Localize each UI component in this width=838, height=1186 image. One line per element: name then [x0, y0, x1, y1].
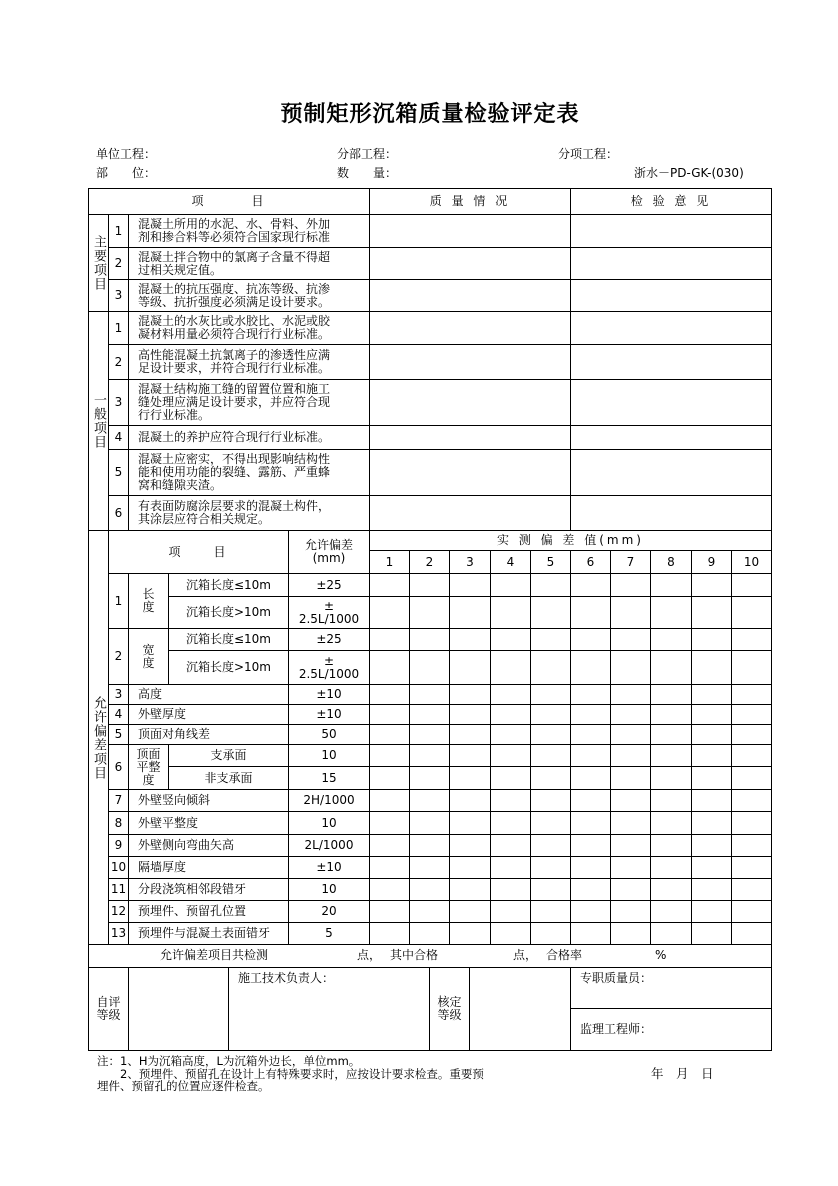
measurement-field[interactable]	[449, 811, 491, 835]
deviation-tolerance: ± 2.5L/1000	[288, 596, 370, 629]
measurement-field[interactable]	[490, 900, 531, 923]
measurement-field[interactable]	[369, 628, 410, 651]
measurement-field[interactable]	[369, 573, 410, 597]
measurement-field[interactable]	[369, 856, 410, 879]
deviation-header-item: 项 目	[108, 530, 289, 574]
deviation-item-label: 分段浇筑相邻段错牙	[128, 878, 289, 901]
note-line-2: 2、预埋件、预留孔在设计上有特殊要求时，应按设计要求检查。重要预	[97, 1067, 484, 1081]
general-item-text: 高性能混凝土抗氯离子的渗透性应满 足设计要求，并符合现行行业标准。	[128, 344, 370, 380]
deviation-item-number: 7	[108, 789, 129, 812]
general-item-text: 混凝土结构施工缝的留置位置和施工 缝处理应满足设计要求，并应符合现 行行业标准。	[128, 379, 370, 426]
main-item-text: 混凝土所用的水泥、水、骨料、外加 剂和掺合料等必须符合国家现行标准	[128, 214, 370, 248]
measurement-field[interactable]	[650, 922, 692, 945]
part-label: 部 位：	[96, 166, 157, 180]
measurement-field[interactable]	[409, 704, 450, 725]
measurement-field[interactable]	[490, 766, 531, 790]
measurement-column-number: 8	[650, 550, 692, 574]
measurement-field[interactable]	[650, 684, 692, 705]
measurement-field[interactable]	[490, 596, 531, 629]
measurement-field[interactable]	[449, 684, 491, 705]
main-item-quality-field[interactable]	[369, 279, 571, 312]
measurement-field[interactable]	[409, 789, 450, 812]
measurement-field[interactable]	[731, 596, 772, 629]
general-item-text: 混凝土的养护应符合现行行业标准。	[128, 425, 370, 450]
deviation-item-number: 13	[108, 922, 129, 945]
measurement-field[interactable]	[610, 834, 651, 857]
measurement-column-number: 4	[490, 550, 531, 574]
measurement-field[interactable]	[731, 922, 772, 945]
main-items-category: 主要项目	[88, 214, 109, 312]
deviation-item-label: 预埋件、预留孔位置	[128, 900, 289, 923]
measurement-field[interactable]	[691, 834, 732, 857]
item-project-label: 分项工程：	[558, 147, 619, 161]
measurement-field[interactable]	[369, 704, 410, 725]
measurement-field[interactable]	[731, 650, 772, 685]
measurement-field[interactable]	[731, 811, 772, 835]
measurement-field[interactable]	[610, 684, 651, 705]
deviation-item-label: 高度	[128, 684, 289, 705]
summary-points-label: 点，	[513, 948, 538, 962]
measurement-field[interactable]	[650, 856, 692, 879]
deviation-item-number: 1	[108, 573, 129, 629]
measurement-field[interactable]	[570, 596, 611, 629]
general-item-opinion-field[interactable]	[570, 449, 772, 496]
deviation-tolerance: 10	[288, 811, 370, 835]
deviation-item-number: 10	[108, 856, 129, 879]
measurement-field[interactable]	[490, 922, 531, 945]
deviation-sub-item-label: 支承面	[168, 744, 289, 767]
main-item-number: 1	[108, 214, 129, 248]
general-item-quality-field[interactable]	[369, 379, 571, 426]
measurement-field[interactable]	[490, 789, 531, 812]
measurement-field[interactable]	[449, 878, 491, 901]
measurement-field[interactable]	[691, 856, 732, 879]
general-item-opinion-field[interactable]	[570, 495, 772, 531]
measurement-field[interactable]	[731, 900, 772, 923]
deviation-item-label: 外壁平整度	[128, 811, 289, 835]
general-item-text: 混凝土应密实，不得出现影响结构性 能和使用功能的裂缝、露筋、严重蜂 窝和缝隙夹渣。	[128, 449, 370, 496]
measurement-field[interactable]	[490, 834, 531, 857]
measurement-field[interactable]	[409, 724, 450, 745]
measurement-field[interactable]	[650, 744, 692, 767]
self-grade-label: 自评 等级	[88, 967, 129, 1051]
unit-project-label: 单位工程：	[96, 147, 157, 161]
date-label: 年 月 日	[651, 1066, 714, 1081]
main-item-text: 混凝土拌合物中的氯离子含量不得超 过相关规定值。	[128, 247, 370, 280]
measurement-field[interactable]	[610, 766, 651, 790]
verify-grade-label: 核定 等级	[429, 967, 470, 1051]
measurement-field[interactable]	[691, 724, 732, 745]
measurement-field[interactable]	[449, 596, 491, 629]
measurement-field[interactable]	[650, 628, 692, 651]
quality-officer-signature-field[interactable]: 专职质量员：	[570, 967, 772, 1009]
measurement-field[interactable]	[449, 573, 491, 597]
measurement-field[interactable]	[409, 573, 450, 597]
supervisor-signature-field[interactable]: 监理工程师：	[570, 1008, 772, 1051]
deviation-item-group: 顶面 平整 度	[128, 744, 169, 790]
deviation-item-label: 预埋件与混凝土表面错牙	[128, 922, 289, 945]
measurement-field[interactable]	[369, 744, 410, 767]
deviation-item-label: 隔墙厚度	[128, 856, 289, 879]
deviation-item-number: 2	[108, 628, 129, 685]
deviation-header-tolerance: 允许偏差 (mm)	[288, 530, 370, 574]
measurement-field[interactable]	[650, 811, 692, 835]
measurement-field[interactable]	[610, 856, 651, 879]
measurement-field[interactable]	[650, 900, 692, 923]
deviation-tolerance: 10	[288, 878, 370, 901]
measurement-field[interactable]	[691, 596, 732, 629]
deviation-item-label: 顶面对角线差	[128, 724, 289, 745]
measurement-field[interactable]	[691, 650, 732, 685]
main-item-quality-field[interactable]	[369, 214, 571, 248]
general-item-number: 3	[108, 379, 129, 426]
measurement-field[interactable]	[610, 650, 651, 685]
deviation-tolerance: 20	[288, 900, 370, 923]
measurement-field[interactable]	[570, 834, 611, 857]
measurement-field[interactable]	[409, 856, 450, 879]
measurement-field[interactable]	[610, 573, 651, 597]
measurement-field[interactable]	[731, 704, 772, 725]
deviation-item-number: 12	[108, 900, 129, 923]
measurement-field[interactable]	[650, 834, 692, 857]
measurement-field[interactable]	[610, 744, 651, 767]
general-item-number: 1	[108, 311, 129, 345]
header-quality: 质 量 情 况	[369, 188, 571, 215]
measurement-field[interactable]	[369, 922, 410, 945]
deviation-tolerance: 2H/1000	[288, 789, 370, 812]
measurement-field[interactable]	[490, 573, 531, 597]
measurement-field[interactable]	[650, 878, 692, 901]
measurement-field[interactable]	[530, 878, 571, 901]
measurement-field[interactable]	[530, 856, 571, 879]
deviation-tolerance: 2L/1000	[288, 834, 370, 857]
measurement-field[interactable]	[530, 744, 571, 767]
measurement-column-number: 3	[449, 550, 491, 574]
measurement-field[interactable]	[691, 684, 732, 705]
deviation-item-number: 3	[108, 684, 129, 705]
measurement-field[interactable]	[570, 573, 611, 597]
general-item-opinion-field[interactable]	[570, 379, 772, 426]
measurement-field[interactable]	[369, 878, 410, 901]
self-grade-field[interactable]	[128, 967, 229, 1051]
summary-rate-label: 合格率	[546, 948, 583, 962]
measurement-field[interactable]	[409, 684, 450, 705]
deviation-item-number: 8	[108, 811, 129, 835]
main-item-number: 2	[108, 247, 129, 280]
measurement-field[interactable]	[570, 744, 611, 767]
measurement-field[interactable]	[449, 766, 491, 790]
measurement-field[interactable]	[650, 573, 692, 597]
measurement-column-number: 7	[610, 550, 651, 574]
measurement-field[interactable]	[449, 650, 491, 685]
deviation-tolerance: ±25	[288, 628, 370, 651]
measurement-column-number: 6	[570, 550, 611, 574]
measurement-field[interactable]	[409, 744, 450, 767]
tech-lead-signature-field[interactable]: 施工技术负责人：	[228, 967, 430, 1051]
note-line-3: 埋件、预留孔的位置应逐件检查。	[97, 1079, 270, 1093]
measurement-field[interactable]	[409, 900, 450, 923]
general-item-quality-field[interactable]	[369, 425, 571, 450]
measurement-field[interactable]	[490, 628, 531, 651]
measurement-field[interactable]	[610, 704, 651, 725]
measurement-field[interactable]	[530, 922, 571, 945]
measurement-field[interactable]	[691, 878, 732, 901]
summary-points-label: 点，	[357, 948, 382, 962]
deviation-item-number: 5	[108, 724, 129, 745]
measurement-field[interactable]	[570, 766, 611, 790]
measurement-field[interactable]	[691, 744, 732, 767]
measurement-field[interactable]	[610, 878, 651, 901]
measurement-field[interactable]	[490, 856, 531, 879]
measurement-field[interactable]	[409, 834, 450, 857]
deviation-tolerance: ±10	[288, 856, 370, 879]
general-item-quality-field[interactable]	[369, 311, 571, 345]
deviation-item-number: 11	[108, 878, 129, 901]
measurement-field[interactable]	[490, 724, 531, 745]
deviation-sub-item-label: 非支承面	[168, 766, 289, 790]
measurement-field[interactable]	[691, 922, 732, 945]
measurement-field[interactable]	[530, 596, 571, 629]
measurement-field[interactable]	[731, 628, 772, 651]
measurement-field[interactable]	[369, 724, 410, 745]
summary-total-label: 允许偏差项目共检测	[160, 948, 269, 962]
measurement-field[interactable]	[490, 878, 531, 901]
measurement-column-number: 10	[731, 550, 772, 574]
deviation-item-number: 6	[108, 744, 129, 790]
sub-project-label: 分部工程：	[337, 147, 398, 161]
main-item-opinion-field[interactable]	[570, 214, 772, 248]
measurement-field[interactable]	[409, 628, 450, 651]
measurement-field[interactable]	[530, 766, 571, 790]
measurement-field[interactable]	[570, 650, 611, 685]
deviation-tolerance: 15	[288, 766, 370, 790]
measurement-column-number: 1	[369, 550, 410, 574]
measurement-field[interactable]	[570, 684, 611, 705]
deviation-sub-item-label: 沉箱长度≤10m	[168, 628, 289, 651]
deviation-tolerance: ±25	[288, 573, 370, 597]
measurement-field[interactable]	[610, 811, 651, 835]
main-item-quality-field[interactable]	[369, 247, 571, 280]
measurement-field[interactable]	[369, 789, 410, 812]
measurement-field[interactable]	[731, 573, 772, 597]
measurement-field[interactable]	[530, 811, 571, 835]
measurement-field[interactable]	[570, 856, 611, 879]
measurement-field[interactable]	[691, 811, 732, 835]
deviation-item-label: 外壁厚度	[128, 704, 289, 725]
general-item-quality-field[interactable]	[369, 344, 571, 380]
general-items-category: 一般项目	[88, 311, 109, 531]
measurement-field[interactable]	[409, 596, 450, 629]
quantity-label: 数 量：	[337, 166, 398, 180]
general-item-quality-field[interactable]	[369, 495, 571, 531]
deviation-tolerance: ±10	[288, 684, 370, 705]
measurement-field[interactable]	[731, 766, 772, 790]
measurement-field[interactable]	[369, 811, 410, 835]
measurement-field[interactable]	[369, 650, 410, 685]
general-item-number: 2	[108, 344, 129, 380]
measurement-field[interactable]	[731, 744, 772, 767]
summary-percent-label: %	[655, 948, 667, 962]
measurement-field[interactable]	[610, 922, 651, 945]
deviation-item-label: 外壁侧向弯曲矢高	[128, 834, 289, 857]
measurement-field[interactable]	[409, 878, 450, 901]
measurement-field[interactable]	[369, 834, 410, 857]
measurement-field[interactable]	[570, 704, 611, 725]
measurement-field[interactable]	[650, 766, 692, 790]
measured-values-header: 实 测 偏 差 值(mm)	[369, 530, 772, 551]
measurement-field[interactable]	[691, 900, 732, 923]
deviation-sub-item-label: 沉箱长度>10m	[168, 596, 289, 629]
measurement-field[interactable]	[449, 704, 491, 725]
measurement-field[interactable]	[731, 789, 772, 812]
measurement-field[interactable]	[449, 834, 491, 857]
measurement-field[interactable]	[610, 724, 651, 745]
measurement-field[interactable]	[610, 628, 651, 651]
main-item-number: 3	[108, 279, 129, 312]
measurement-field[interactable]	[731, 878, 772, 901]
measurement-field[interactable]	[409, 650, 450, 685]
measurement-field[interactable]	[490, 684, 531, 705]
measurement-field[interactable]	[691, 628, 732, 651]
measurement-field[interactable]	[530, 789, 571, 812]
measurement-field[interactable]	[449, 856, 491, 879]
measurement-field[interactable]	[691, 766, 732, 790]
measurement-field[interactable]	[449, 744, 491, 767]
measurement-field[interactable]	[731, 856, 772, 879]
deviation-tolerance: 5	[288, 922, 370, 945]
measurement-field[interactable]	[731, 834, 772, 857]
deviation-tolerance: ± 2.5L/1000	[288, 650, 370, 685]
main-item-text: 混凝土的抗压强度、抗冻等级、抗渗 等级、抗折强度必须满足设计要求。	[128, 279, 370, 312]
form-code: 浙水－PD-GK-(030)	[634, 166, 744, 180]
measurement-field[interactable]	[530, 628, 571, 651]
header-item: 项 目	[88, 188, 370, 215]
deviation-item-number: 4	[108, 704, 129, 725]
general-item-quality-field[interactable]	[369, 449, 571, 496]
measurement-field[interactable]	[731, 724, 772, 745]
measurement-field[interactable]	[449, 628, 491, 651]
measurement-field[interactable]	[449, 900, 491, 923]
measurement-field[interactable]	[449, 922, 491, 945]
general-item-number: 5	[108, 449, 129, 496]
general-item-text: 有表面防腐涂层要求的混凝土构件， 其涂层应符合相关规定。	[128, 495, 370, 531]
measurement-column-number: 2	[409, 550, 450, 574]
measurement-field[interactable]	[650, 724, 692, 745]
measurement-field[interactable]	[490, 811, 531, 835]
measurement-column-number: 5	[530, 550, 571, 574]
measurement-field[interactable]	[369, 766, 410, 790]
measurement-field[interactable]	[449, 724, 491, 745]
measurement-field[interactable]	[650, 704, 692, 725]
measurement-field[interactable]	[369, 596, 410, 629]
measurement-field[interactable]	[530, 724, 571, 745]
verify-grade-field[interactable]	[469, 967, 571, 1051]
page-title: 预制矩形沉箱质量检验评定表	[280, 102, 580, 127]
deviation-item-group: 长 度	[128, 573, 169, 629]
measurement-field[interactable]	[650, 596, 692, 629]
measurement-field[interactable]	[610, 900, 651, 923]
deviation-tolerance: 50	[288, 724, 370, 745]
measurement-field[interactable]	[691, 704, 732, 725]
measurement-field[interactable]	[449, 789, 491, 812]
measurement-field[interactable]	[530, 704, 571, 725]
measurement-field[interactable]	[731, 684, 772, 705]
measurement-field[interactable]	[570, 922, 611, 945]
measurement-field[interactable]	[650, 650, 692, 685]
deviation-item-number: 9	[108, 834, 129, 857]
measurement-field[interactable]	[409, 766, 450, 790]
measurement-field[interactable]	[369, 684, 410, 705]
note-line-1: 注：1、H为沉箱高度，L为沉箱外边长，单位mm。	[97, 1054, 361, 1068]
deviation-category: 允许偏差项目	[88, 530, 109, 945]
measurement-field[interactable]	[691, 573, 732, 597]
header-opinion: 检 验 意 见	[570, 188, 772, 215]
measurement-field[interactable]	[409, 922, 450, 945]
measurement-field[interactable]	[530, 834, 571, 857]
summary-qualified-label: 其中合格	[390, 948, 439, 962]
measurement-field[interactable]	[409, 811, 450, 835]
measurement-field[interactable]	[570, 724, 611, 745]
measurement-field[interactable]	[490, 650, 531, 685]
measurement-field[interactable]	[570, 628, 611, 651]
main-item-opinion-field[interactable]	[570, 279, 772, 312]
measurement-field[interactable]	[490, 744, 531, 767]
deviation-sub-item-label: 沉箱长度>10m	[168, 650, 289, 685]
general-item-number: 4	[108, 425, 129, 450]
general-item-opinion-field[interactable]	[570, 311, 772, 345]
general-item-number: 6	[108, 495, 129, 531]
deviation-item-group: 宽 度	[128, 628, 169, 685]
measurement-field[interactable]	[530, 900, 571, 923]
measurement-field[interactable]	[369, 900, 410, 923]
measurement-field[interactable]	[691, 789, 732, 812]
measurement-field[interactable]	[570, 878, 611, 901]
deviation-sub-item-label: 沉箱长度≤10m	[168, 573, 289, 597]
summary-row	[88, 944, 772, 968]
measurement-field[interactable]	[530, 684, 571, 705]
deviation-tolerance: 10	[288, 744, 370, 767]
main-item-opinion-field[interactable]	[570, 247, 772, 280]
measurement-field[interactable]	[530, 650, 571, 685]
general-item-opinion-field[interactable]	[570, 344, 772, 380]
measurement-field[interactable]	[570, 789, 611, 812]
measurement-field[interactable]	[530, 573, 571, 597]
measurement-field[interactable]	[490, 704, 531, 725]
measurement-field[interactable]	[650, 789, 692, 812]
measurement-field[interactable]	[610, 596, 651, 629]
measurement-field[interactable]	[570, 900, 611, 923]
deviation-tolerance: ±10	[288, 704, 370, 725]
measurement-column-number: 9	[691, 550, 732, 574]
measurement-field[interactable]	[570, 811, 611, 835]
measurement-field[interactable]	[610, 789, 651, 812]
deviation-item-label: 外壁竖向倾斜	[128, 789, 289, 812]
general-item-text: 混凝土的水灰比或水胶比、水泥或胶 凝材料用量必须符合现行行业标准。	[128, 311, 370, 345]
general-item-opinion-field[interactable]	[570, 425, 772, 450]
